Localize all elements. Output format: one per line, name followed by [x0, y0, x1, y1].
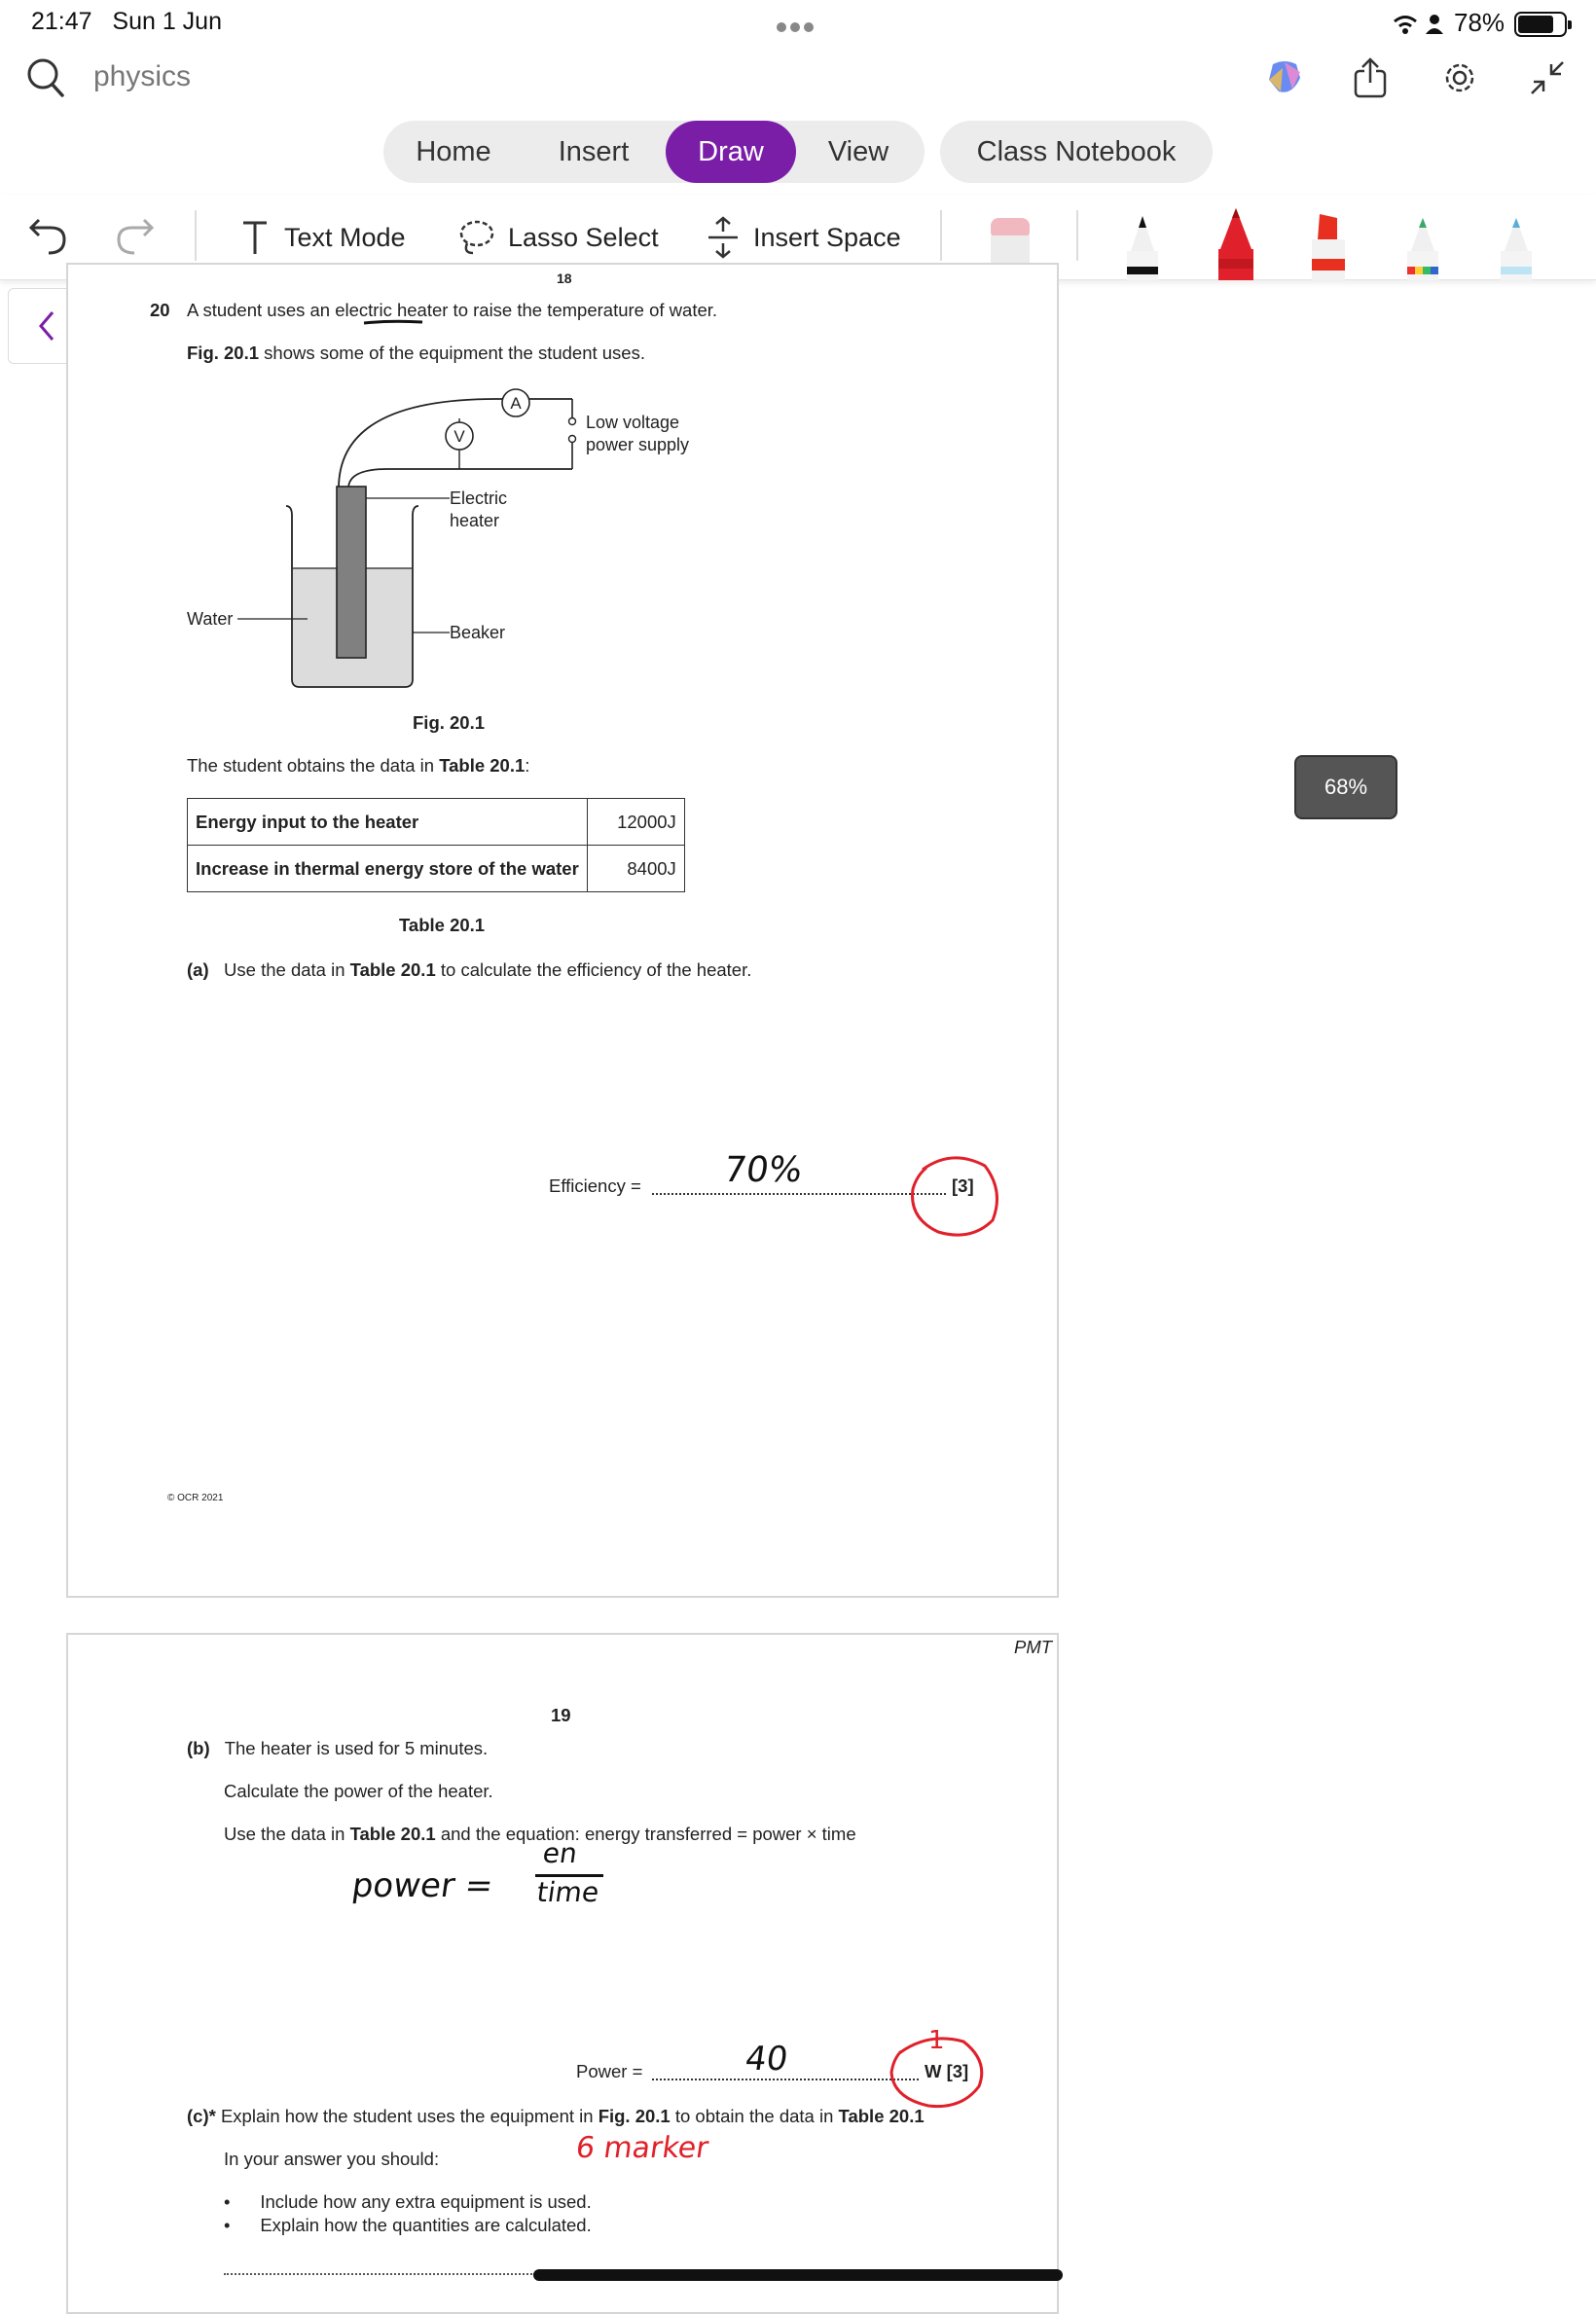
red-ink-circle — [903, 1142, 1006, 1246]
table-cell-label: Increase in thermal energy store of the water — [188, 846, 588, 892]
status-bar — [0, 0, 1596, 47]
supply-label-1: Low voltage — [586, 413, 680, 432]
power-label: Power = — [576, 2061, 643, 2081]
insert-space-button[interactable] — [707, 216, 901, 259]
handwritten-marker-note: 6 marker — [573, 2131, 711, 2165]
handwritten-mark-note: 1 — [928, 2026, 945, 2055]
handwritten-numerator: en — [540, 1837, 580, 1869]
beaker-label: Beaker — [450, 623, 506, 642]
copilot-icon[interactable] — [1257, 51, 1312, 105]
question-intro: A student uses an electric heater to raise the temperature of water. — [187, 300, 718, 320]
part-c-text: (c)* Explain how the student uses the equipment in Fig. 20.1 to obtain the data in Table 20.1 — [187, 2106, 925, 2126]
insert-space-label: Insert Space — [753, 222, 901, 252]
wire-bottom — [348, 469, 572, 488]
power-unit-marks: W [3] — [925, 2061, 969, 2081]
black-pen-icon[interactable] — [1117, 212, 1168, 280]
search-icon[interactable] — [25, 56, 66, 101]
list-item: • Include how any extra equipment is used. — [224, 2191, 592, 2212]
table-row — [188, 799, 685, 846]
share-icon[interactable] — [1343, 51, 1397, 105]
lasso-select-button[interactable] — [457, 216, 659, 259]
insert-space-icon — [707, 216, 740, 259]
heater-label-2: heater — [450, 511, 500, 530]
redo-icon[interactable] — [113, 216, 156, 259]
chevron-left-icon — [35, 307, 58, 345]
wifi-person-icon — [1392, 14, 1448, 35]
list-item: • Explain how the quantities are calculated. — [224, 2215, 592, 2235]
status-time: 21:47 Sun 1 Jun — [31, 8, 222, 35]
ammeter-label: A — [510, 394, 522, 413]
power-answer-line — [652, 2079, 919, 2080]
use-data-text: Use the data in Table 20.1 and the equation: energy transferred = power × time — [224, 1824, 856, 1844]
table-cell-label: Energy input to the heater — [188, 799, 588, 846]
search-row — [0, 51, 1596, 109]
ink-underline — [362, 317, 424, 327]
lasso-select-label: Lasso Select — [508, 222, 659, 252]
handwritten-denominator: time — [534, 1876, 601, 1908]
red-pen-icon[interactable] — [1211, 204, 1261, 280]
fig-20-1-diagram — [175, 380, 720, 701]
answer-line — [224, 2273, 535, 2275]
table-cell-value: 8400J — [587, 846, 684, 892]
battery-icon — [1514, 12, 1567, 37]
heater-element — [337, 487, 366, 658]
handwritten-efficiency: 70% — [721, 1150, 805, 1190]
question-number: 20 — [150, 300, 170, 320]
water-label: Water — [187, 609, 234, 629]
tab-class-notebook[interactable]: Class Notebook — [940, 121, 1213, 183]
galaxy-pen-icon[interactable] — [1491, 212, 1542, 280]
supply-terminal-bottom — [569, 436, 576, 443]
search-query[interactable]: physics — [93, 60, 192, 92]
efficiency-marks: [3] — [952, 1175, 974, 1196]
efficiency-answer-line — [652, 1193, 946, 1195]
zoom-level-badge: 68% — [1294, 755, 1397, 819]
tab-home[interactable]: Home — [416, 136, 491, 167]
heater-label-1: Electric — [450, 488, 508, 508]
red-highlighter-icon[interactable] — [1302, 208, 1353, 280]
pmt-label: PMT — [1014, 1637, 1053, 1657]
multitasking-dots-icon[interactable] — [777, 19, 819, 29]
table-row — [188, 846, 685, 892]
voltmeter-label: V — [453, 427, 465, 446]
tab-draw[interactable]: Draw — [666, 121, 796, 183]
part-a-text: (a) Use the data in Table 20.1 to calculate the efficiency of the heater. — [187, 959, 752, 980]
page-number: 19 — [551, 1705, 571, 1725]
text-mode-button[interactable] — [239, 216, 406, 259]
supply-terminal-top — [569, 418, 576, 425]
supply-label-2: power supply — [586, 435, 690, 454]
handwritten-power: 40 — [743, 2040, 791, 2079]
efficiency-label: Efficiency = — [549, 1175, 641, 1196]
undo-icon[interactable] — [27, 216, 70, 259]
collapse-arrows-icon[interactable] — [1520, 51, 1575, 105]
calc-power-text: Calculate the power of the heater. — [224, 1781, 493, 1801]
red-ink-circle-2 — [884, 2028, 991, 2112]
gear-icon[interactable] — [1433, 51, 1487, 105]
obtains-text: The student obtains the data in Table 20.1: — [187, 755, 530, 776]
tab-view[interactable]: View — [827, 136, 889, 167]
fig-caption: Fig. 20.1 — [413, 712, 486, 733]
table-20-1 — [187, 798, 685, 892]
table-caption: Table 20.1 — [399, 915, 486, 935]
part-b-text: (b) The heater is used for 5 minutes. — [187, 1738, 489, 1758]
copyright: © OCR 2021 — [167, 1493, 224, 1503]
handwritten-formula-left: power = — [349, 1866, 496, 1905]
home-indicator[interactable] — [533, 2269, 1063, 2281]
text-mode-label: Text Mode — [284, 222, 406, 252]
bullet-list — [224, 2191, 592, 2236]
text-cursor-icon — [239, 218, 271, 257]
in-answer-text: In your answer you should: — [224, 2149, 440, 2169]
table-cell-value: 12000J — [587, 799, 684, 846]
tab-insert[interactable]: Insert — [558, 136, 630, 167]
fig-reference: Fig. 20.1 shows some of the equipment the student uses. — [187, 343, 645, 363]
page-number-header: 18 — [557, 271, 572, 286]
lasso-icon — [457, 218, 496, 257]
battery-percent: 78% — [1454, 8, 1505, 37]
rainbow-pen-icon[interactable] — [1397, 212, 1448, 280]
